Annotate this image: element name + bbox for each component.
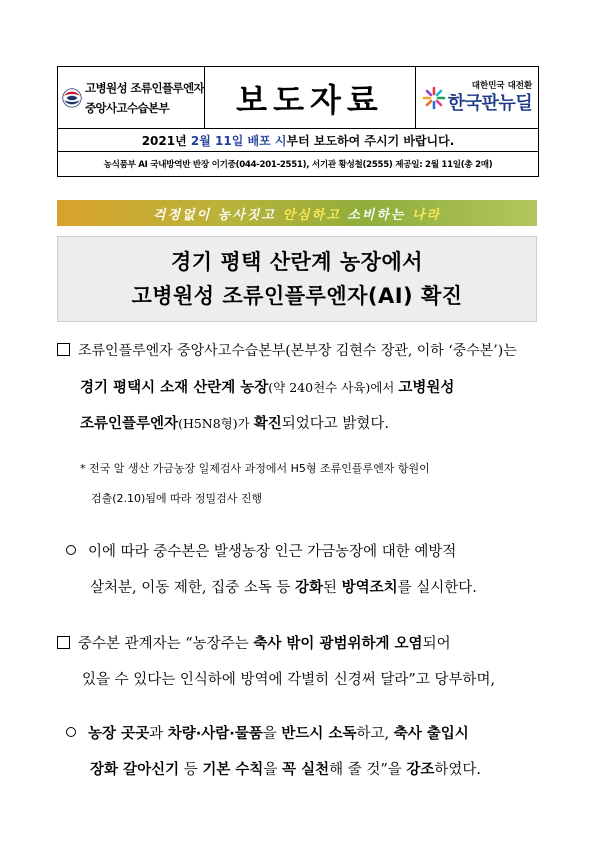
- paragraph-1-line3: 조류인플루엔자(H5N8형)가 확진되었다고 밝혔다.: [80, 416, 389, 432]
- paragraph-2-line1: 이에 따라 중수본은 발생농장 인근 가금농장에 대한 예방적: [66, 540, 456, 561]
- doc-title: 보도자료: [236, 81, 384, 119]
- release-instruction: 부터 보도하여 주시기 바랍니다.: [286, 133, 455, 148]
- paragraph-1-line2: 경기 평택시 소재 산란계 농장(약 240천수 사육)에서 고병원성: [80, 380, 455, 396]
- slogan-part1: 걱정없이 농사짓고: [152, 207, 276, 223]
- paragraph-3-line2: 있을 수 있다는 인식하에 방역에 각별히 신경써 달라”고 당부하며,: [82, 672, 496, 688]
- press-release-header: [57, 66, 539, 129]
- footnote-line1: * 전국 알 생산 가금농장 일제검사 과정에서 H5형 조류인플루엔자 항원이: [80, 462, 430, 475]
- brand-slogan: 대한민국 대전환: [471, 81, 533, 91]
- release-date-row: [57, 128, 539, 151]
- slogan-banner: [57, 200, 537, 226]
- footnote-line2: 검출(2.10)됨에 따라 정밀검사 진행: [91, 492, 263, 505]
- paragraph-4-line2: 장화 갈아신기 등 기본 수칙을 꼭 실천해 줄 것”을 강조하였다.: [90, 762, 482, 778]
- slogan-part4: 나라: [411, 207, 442, 223]
- agency-name-line2: 중앙사고수습본부: [84, 101, 170, 115]
- paragraph-1-line1: 조류인플루엔자 중앙사고수습본부(본부장 김현수 장관, 이하 ‘중수본’)는: [57, 340, 517, 360]
- new-deal-burst-icon: [422, 86, 446, 110]
- agency-name-line1: 고병원성 조류인플루엔자: [84, 81, 204, 95]
- square-bullet-icon: [57, 636, 70, 649]
- square-bullet-icon: [57, 343, 70, 356]
- slogan-part3: 소비하는: [347, 207, 406, 223]
- slogan-part2: 안심하고: [282, 207, 341, 223]
- circle-bullet-icon: [66, 545, 76, 555]
- paragraph-2-line2: 살처분, 이동 제한, 집중 소독 등 강화된 방역조치를 실시한다.: [90, 580, 477, 596]
- government-emblem-icon: [62, 85, 82, 111]
- circle-bullet-icon: [66, 727, 76, 737]
- headline-box: [57, 236, 537, 322]
- paragraph-4-line1: 농장 곳곳과 차량·사람·물품을 반드시 소독하고, 축사 출입시: [66, 722, 469, 743]
- brand-name: 한국판뉴딜: [447, 93, 533, 114]
- release-year: 2021년: [141, 133, 187, 148]
- headline-line1: 경기 평택 산란계 농장에서: [170, 250, 424, 274]
- release-distribution: 배포 시: [247, 133, 287, 148]
- headline-line2: 고병원성 조류인플루엔자(AI) 확진: [131, 284, 463, 308]
- release-day: 11일: [215, 133, 244, 148]
- contact-row: 농식품부 AI 국내방역반 반장 이기중(044-201-2551), 서기관 황성철(2555) 제공일: 2월 11일(총 2매): [57, 151, 539, 177]
- paragraph-3-line1: 중수본 관계자는 “농장주는 축사 밖이 광범위하게 오염되어: [57, 632, 451, 653]
- release-month: 2월: [190, 133, 211, 148]
- agency-block: [58, 67, 205, 129]
- korean-new-deal-logo: [415, 67, 538, 129]
